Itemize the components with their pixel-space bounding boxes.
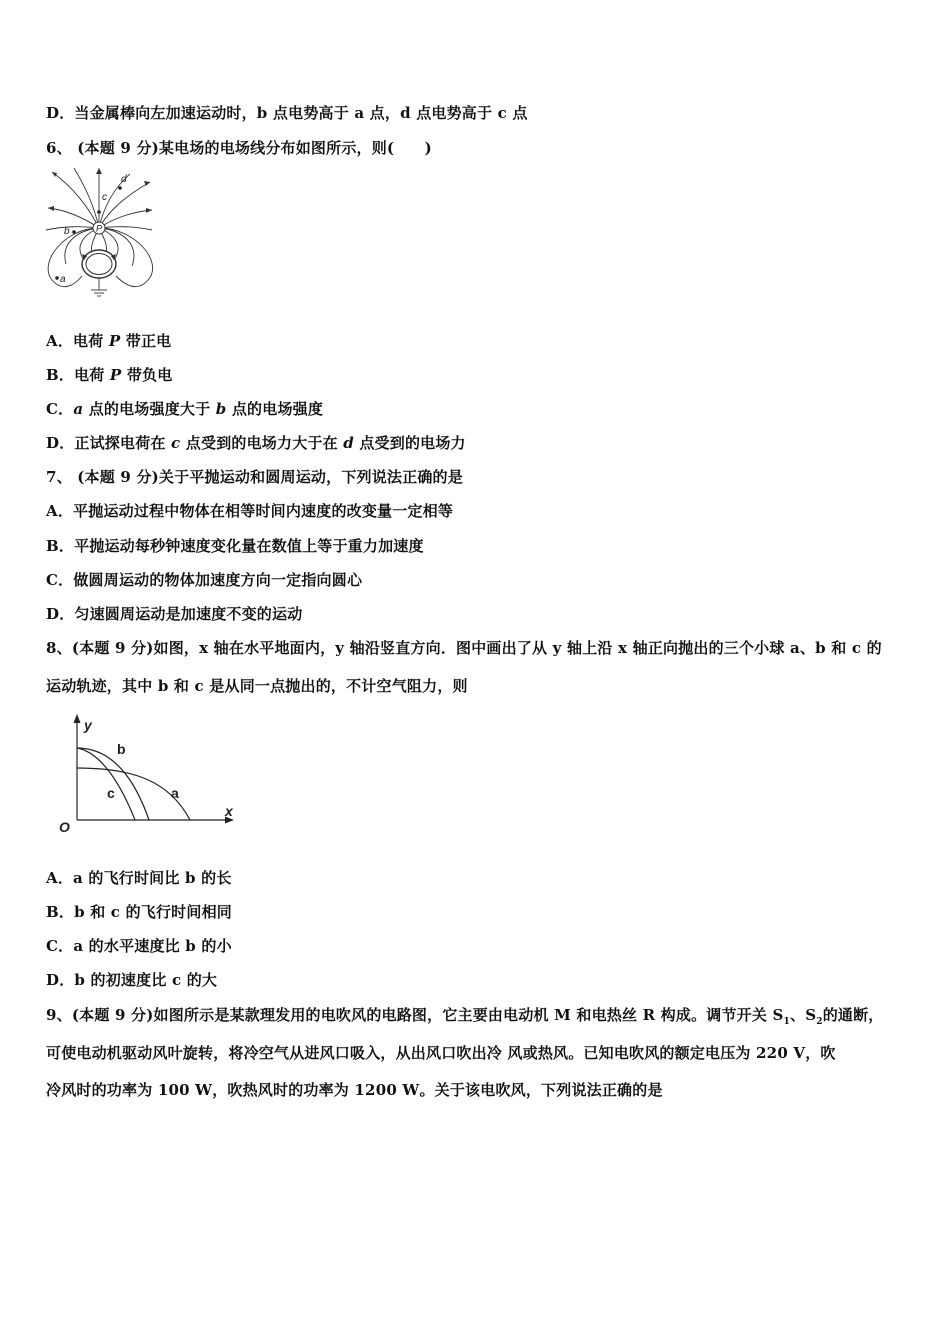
q8-label-o: O — [59, 819, 70, 835]
q8-label-x: x — [225, 803, 233, 819]
q8-option-b: B．b 和 c 的飞行时间相同 — [46, 903, 232, 921]
q7-option-c: C．做圆周运动的物体加速度方向一定指向圆心 — [46, 571, 363, 589]
q9-stem-line1: 9、(本题 9 分)如图所示是某款理发用的电吹风的电路图，它主要由电动机 M 和电热丝 R 构成。调节开关 $S_1$、$S_2$的通断， — [46, 1006, 884, 1027]
q8-label-b: b — [117, 741, 126, 757]
q6-label-b: b — [64, 226, 70, 237]
q5-option-d: D．当金属棒向左加速运动时，b 点电势高于 a 点，d 点电势高于 c 点 — [46, 104, 528, 122]
q6-electric-field-figure — [44, 168, 156, 300]
q7-option-a: A．平抛运动过程中物体在相等时间内速度的改变量一定相等 — [46, 502, 454, 520]
q8-option-d: D．b 的初速度比 c 的大 — [46, 971, 218, 989]
q9-stem-line3: 冷风时的功率为 100 W，吹热风时的功率为 1200 W。关于该电吹风，下列说法正确的是 — [46, 1081, 663, 1099]
q6-option-d: D．正试探电荷在 c 点受到的电场力大于在 d 点受到的电场力 — [46, 434, 466, 452]
q6-label-d: d — [121, 174, 127, 185]
q6-option-b: B．电荷 P 带负电 — [46, 366, 173, 384]
q8-option-a: A．a 的飞行时间比 b 的长 — [46, 869, 232, 887]
q8-label-a: a — [171, 785, 179, 801]
q8-trajectory-figure — [55, 712, 240, 837]
q6-option-a: A．电荷 P 带正电 — [46, 332, 172, 350]
q6-label-c: c — [102, 192, 107, 203]
q7-stem: 7、 (本题 9 分)关于平抛运动和圆周运动，下列说法正确的是 — [46, 468, 463, 486]
q7-option-b: B．平抛运动每秒钟速度变化量在数值上等于重力加速度 — [46, 537, 424, 555]
q8-stem-line1: 8、(本题 9 分)如图，x 轴在水平地面内，y 轴沿竖直方向．图中画出了从 y 轴上沿 x 轴正向抛出的三个小球 a、b 和 c 的 — [46, 639, 882, 657]
q8-option-c: C．a 的水平速度比 b 的小 — [46, 937, 232, 955]
q8-label-y: y — [84, 717, 92, 733]
q6-label-p: P — [95, 223, 103, 234]
q6-option-c: C．a 点的电场强度大于 b 点的电场强度 — [46, 400, 324, 418]
q8-label-c: c — [107, 785, 115, 801]
q7-option-d: D．匀速圆周运动是加速度不变的运动 — [46, 605, 303, 623]
q8-stem-line2: 运动轨迹，其中 b 和 c 是从同一点抛出的，不计空气阻力，则 — [46, 677, 468, 695]
q6-stem: 6、 (本题 9 分)某电场的电场线分布如图所示，则( ) — [46, 139, 432, 157]
q9-stem-line2: 可使电动机驱动风叶旋转，将冷空气从进风口吸入，从出风口吹出冷 风或热风。已知电吹风的额定电压为 220 V，吹 — [46, 1044, 836, 1062]
q6-label-a: a — [60, 274, 66, 285]
